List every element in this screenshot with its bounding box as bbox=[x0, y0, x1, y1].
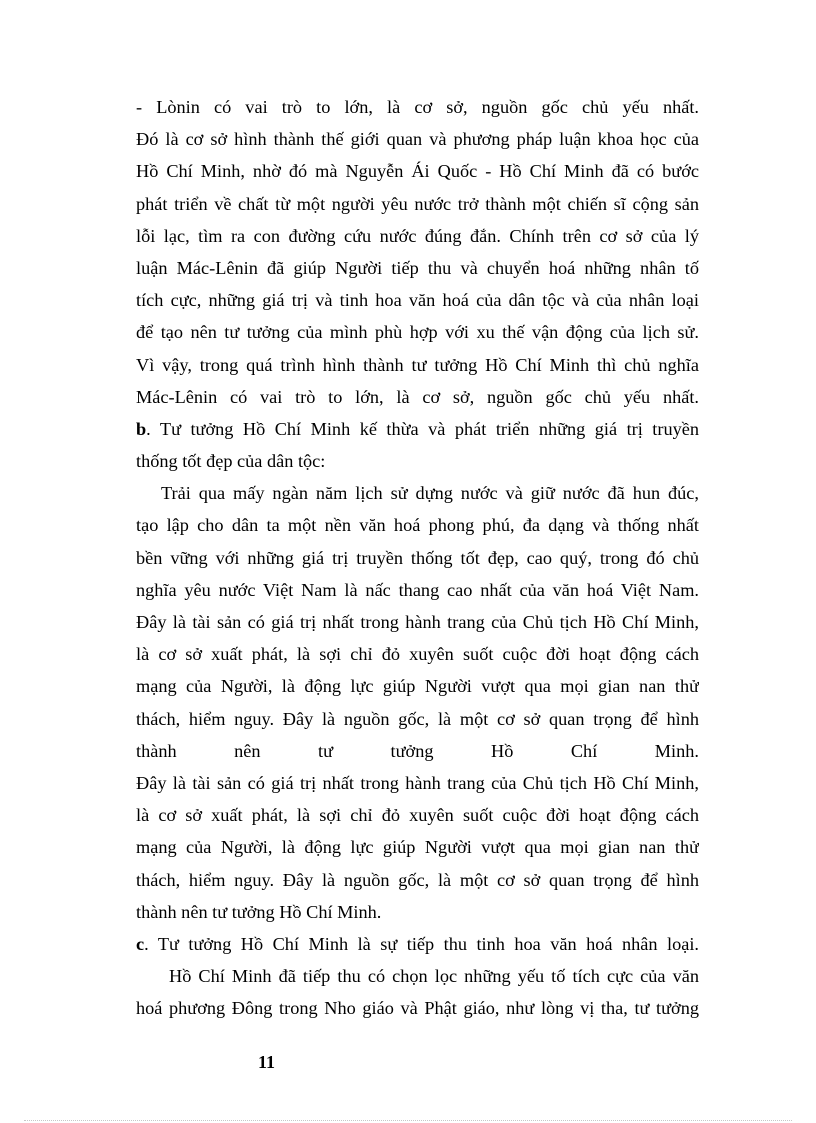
body-text bbox=[136, 91, 699, 1024]
text-line: Đó là cơ sở hình thành thế giới quan và phương pháp luận khoa học của bbox=[136, 129, 699, 150]
text-line: để tạo nên tư tưởng của mình phù hợp với xu thế vận động của lịch sử. bbox=[136, 322, 699, 343]
text-line: Trải qua mấy ngàn năm lịch sử dựng nước và giữ nước đã hun đúc, bbox=[161, 483, 699, 504]
text-line: Hồ Chí Minh đã tiếp thu có chọn lọc những yếu tố tích cực của văn bbox=[169, 966, 699, 987]
text-line: Mác-Lênin có vai trò to lớn, là cơ sở, nguồn gốc chủ yếu nhất. bbox=[136, 386, 699, 407]
text-line: thành nên tư tưởng Hồ Chí Minh. bbox=[136, 901, 382, 922]
page-bottom-divider bbox=[24, 1120, 792, 1121]
section-c-marker: c bbox=[136, 933, 145, 954]
text-line: thống tốt đẹp của dân tộc: bbox=[136, 451, 326, 472]
section-b-heading-text: Tư tưởng Hồ Chí Minh kế thừa và phát triển những giá trị truyền bbox=[159, 418, 699, 439]
text-line: tạo lập cho dân ta một nền văn hoá phong phú, đa dạng và thống nhất bbox=[136, 515, 699, 536]
text-line: Đây là tài sản có giá trị nhất trong hành trang của Chủ tịch Hồ Chí Minh, bbox=[136, 772, 699, 793]
section-b-marker: b bbox=[136, 418, 147, 439]
text-line: tích cực, những giá trị và tinh hoa văn hoá của dân tộc và của nhân loại bbox=[136, 290, 699, 311]
section-b-separator: . bbox=[146, 418, 160, 439]
text-line: nghĩa yêu nước Việt Nam là nấc thang cao nhất của văn hoá Việt Nam. bbox=[136, 579, 699, 600]
text-line: mạng của Người, là động lực giúp Người vượt qua mọi gian nan thử bbox=[136, 837, 699, 858]
section-c-heading bbox=[136, 928, 699, 960]
text-line: thành nên tư tưởng Hồ Chí Minh. bbox=[136, 740, 699, 761]
text-line: - Lònin có vai trò to lớn, là cơ sở, nguồn gốc chủ yếu nhất. bbox=[136, 97, 699, 117]
text-line: lỗi lạc, tìm ra con đường cứu nước đúng đắn. Chính trên cơ sở của lý bbox=[136, 225, 699, 246]
text-line: là cơ sở xuất phát, là sợi chỉ đỏ xuyên suốt cuộc đời hoạt động cách bbox=[136, 805, 699, 826]
text-line: Hồ Chí Minh, nhờ đó mà Nguyễn Ái Quốc - Hồ Chí Minh đã có bước bbox=[136, 161, 699, 182]
text-line: Đây là tài sản có giá trị nhất trong hành trang của Chủ tịch Hồ Chí Minh, bbox=[136, 612, 699, 632]
text-line: là cơ sở xuất phát, là sợi chỉ đỏ xuyên suốt cuộc đời hoạt động cách bbox=[136, 644, 699, 665]
text-line: luận Mác-Lênin đã giúp Người tiếp thu và chuyển hoá những nhân tố bbox=[136, 257, 699, 278]
text-line: thách, hiểm nguy. Đây là nguồn gốc, là một cơ sở quan trọng để hình bbox=[136, 869, 699, 890]
section-c-heading-text: Tư tưởng Hồ Chí Minh là sự tiếp thu tinh hoa văn hoá nhân loại. bbox=[157, 933, 699, 954]
text-line: bền vững với những giá trị truyền thống tốt đẹp, cao quý, trong đó chủ bbox=[136, 547, 699, 568]
text-line: Vì vậy, trong quá trình hình thành tư tưởng Hồ Chí Minh thì chủ nghĩa bbox=[136, 354, 699, 375]
section-c-separator: . bbox=[144, 933, 158, 954]
text-line: hoá phương Đông trong Nho giáo và Phật giáo, như lòng vị tha, tư tưởng bbox=[136, 998, 699, 1019]
section-b-heading bbox=[136, 413, 699, 445]
text-line: mạng của Người, là động lực giúp Người vượt qua mọi gian nan thử bbox=[136, 676, 699, 697]
text-line: thách, hiểm nguy. Đây là nguồn gốc, là một cơ sở quan trọng để hình bbox=[136, 708, 699, 729]
text-line: phát triển về chất từ một người yêu nước trở thành một chiến sĩ cộng sản bbox=[136, 193, 699, 214]
page-number: 11 bbox=[258, 1052, 276, 1072]
